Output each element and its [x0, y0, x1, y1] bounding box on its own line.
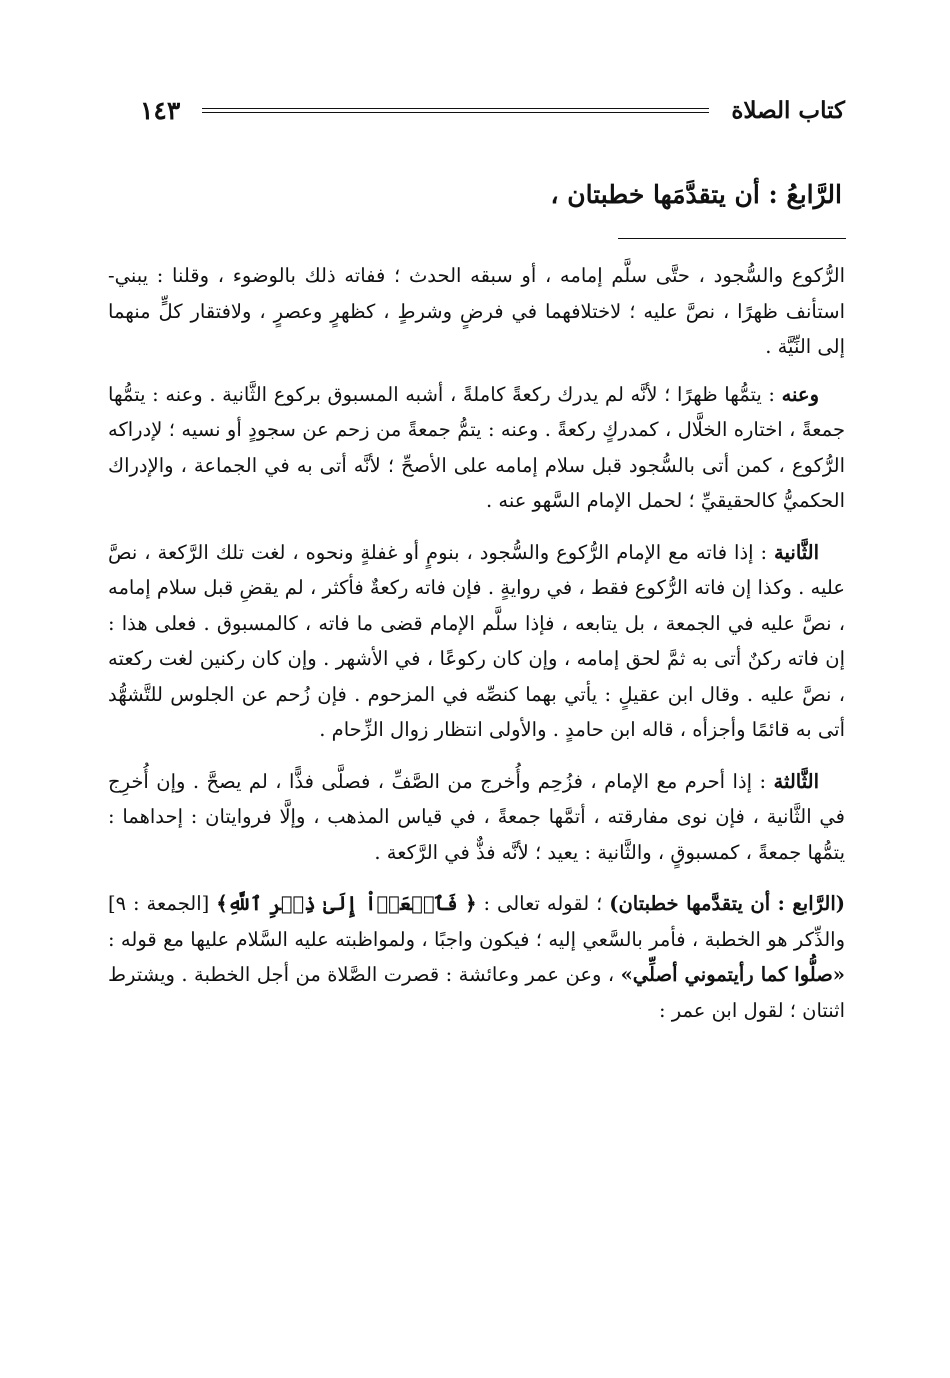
paragraph-5-mid: [الجمعة : ٩] والذِّكر هو الخطبة ، فأمر بالسَّعي إليه ؛ فيكون واجبًا ، ولمواظبته عليه السَّلام عليها مع قوله :: [108, 892, 845, 951]
paragraph-5-post: ، وعن عمر وعائشة : قصرت الصَّلاة من أجل الخطبة . ويشترط اثنتان ؛ لقول ابن عمر :: [108, 963, 845, 1022]
paragraph-5-lead: (الرَّابع : أن يتقدَّمها خطبتان): [609, 892, 845, 915]
paragraph-4-text: : إذا أحرم مع الإمام ، فزُحِم وأُخرج من الصَّفِّ ، فصلَّى فذًّا ، لم يصحَّ . وإن أُخرِج في الثَّانية ، فإن نوى مفارقته ، أتمَّها جمعةً ، في قياس المذهب ، وإلَّا فروايتان : إحداهما : يتمُّها جمعةً ، كمسبوقٍ ، والثَّانية : يعيد ؛ لأنَّه فذٌّ في الرَّكعة .: [108, 769, 845, 864]
paragraph-1: الرُّكوع والسُّجود ، حتَّى سلَّم إمامه ، أو سبقه الحدث ؛ ففاته ذلك بالوضوء ، وقلنا : يبني- استأنف ظهرًا ، نصَّ عليه ؛ لاختلافهما في فرضٍ وشرطٍ ، كظهرٍ وعصرٍ ، ولافتقار كلٍّ منهما إلى النِّيَّة .: [108, 264, 845, 358]
paragraph-3-lead: الثَّانية: [774, 540, 819, 564]
paragraph-4-lead: الثَّالثة: [773, 769, 819, 793]
paragraph-3: [108, 535, 845, 748]
paragraph-5-pre: ؛ لقوله تعالى :: [476, 892, 610, 915]
book-title: كتاب الصلاة: [731, 96, 845, 124]
quran-quote: ﴿ فَٱسۡعَوۡاْ إِلَىٰ ذِكۡرِ ٱللَّهِ﴾: [216, 892, 477, 915]
paragraph-4: [108, 764, 845, 871]
commentary-body: [108, 258, 845, 1044]
paragraph-2-text: : يتمُّها ظهرًا ؛ لأنَّه لم يدرك ركعةً كاملةً ، أشبه المسبوق بركوع الثَّانية . وعنه : يتمُّها جمعةً ، اختاره الخلَّال ، كمدركٍ ركعةً . وعنه : يتمُّ جمعةً من زحم عن سجودٍ أو نسيه ؛ لإدراكه الرُّكوع ، كمن أتى بالسُّجود قبل سلام إمامه على الأصحِّ ؛ لأنَّه أتى به في الجماعة ، والإدراك الحكميُّ كالحقيقيِّ ؛ لحمل الإمام السَّهو عنه .: [108, 382, 845, 512]
paragraph-2-lead: وعنه: [781, 382, 819, 406]
matn-heading: الرَّابعُ : أن يتقدَّمَها خطبتان ،: [550, 180, 842, 209]
matn-divider: [618, 238, 846, 239]
header-rule: [202, 108, 709, 113]
page-number: ١٤٣: [140, 95, 181, 125]
running-header: [140, 90, 845, 130]
paragraph-5: [108, 886, 845, 1028]
paragraph-2: [108, 377, 845, 519]
hadith-quote: «صلُّوا كما رأيتموني أصلِّي»: [620, 963, 845, 986]
paragraph-3-text: : إذا فاته مع الإمام الرُّكوع والسُّجود ، بنومٍ أو غفلةٍ ونحوه ، لغت تلك الرَّكعة ، نصَّ عليه . وكذا إن فاته الرُّكوع فقط ، في روايةٍ . فإن فاته ركعةٌ فأكثر ، لم يقضِ قبل سلام إمامه ، نصَّ عليه في الجمعة ، بل يتابعه ، فإذا سلَّم الإمام قضى ما فاته ، كالمسبوق . فعلى هذا : إن فاته ركنٌ أتى به ثمَّ لحق إمامه ، وإن كان ركوعًا ، في الأشهر . وإن كان ركنين لغت ركعته ، نصَّ عليه . وقال ابن عقيلٍ : يأتي بهما كنصِّه في المزحوم . فإن زُحم عن الجلوس للتَّشهُّد أتى به قائمًا وأجزأه ، قاله ابن حامدٍ . والأولى انتظار زوال الزِّحام .: [108, 540, 845, 741]
